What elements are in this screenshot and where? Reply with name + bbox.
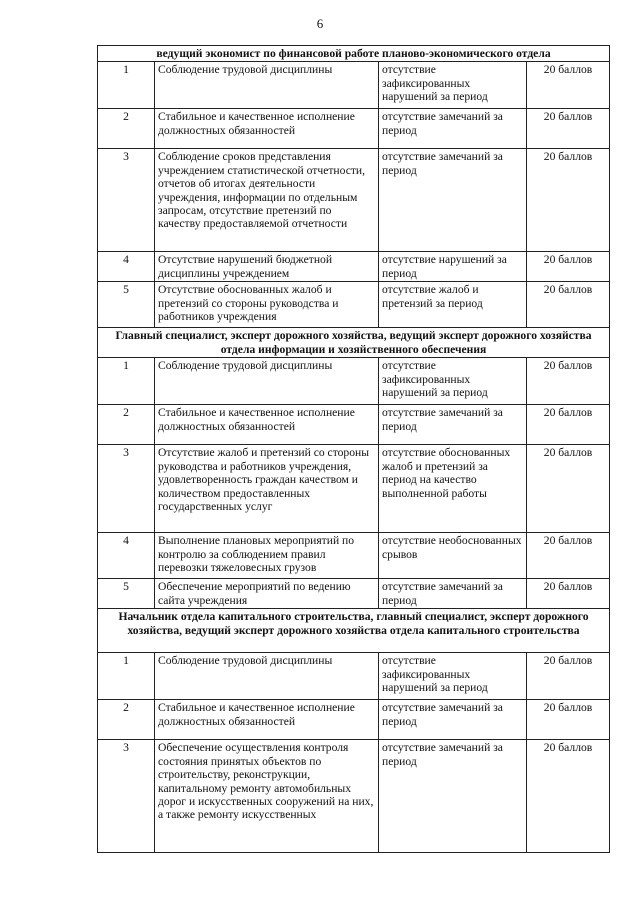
row-number: 1 xyxy=(98,358,155,405)
score-cell: 20 баллов xyxy=(527,282,610,328)
table-row xyxy=(98,405,610,445)
criterion-cell: Соблюдение сроков представления учреждением статистической отчетности, отчетов об итогах деятельности учреждения, информации по отдельным запросам, отсутствие претензий по качеству предоставляемой отчетности xyxy=(155,149,379,252)
criterion-cell: Отсутствие нарушений бюджетной дисциплины учреждением xyxy=(155,252,379,282)
condition-cell: отсутствие замечаний за период xyxy=(379,579,527,609)
row-number: 4 xyxy=(98,252,155,282)
score-cell: 20 баллов xyxy=(527,109,610,149)
criterion-cell: Соблюдение трудовой дисциплины xyxy=(155,653,379,700)
condition-cell: отсутствие замечаний за период xyxy=(379,700,527,740)
row-number: 1 xyxy=(98,653,155,700)
table-row xyxy=(98,109,610,149)
criterion-cell: Соблюдение трудовой дисциплины xyxy=(155,358,379,405)
score-cell: 20 баллов xyxy=(527,445,610,533)
section-title: ведущий экономист по финансовой работе планово-экономического отдела xyxy=(98,46,610,62)
section-title: Начальник отдела капитального строительства, главный специалист, эксперт дорожного хозяйства, ведущий эксперт дорожного хозяйства отдела капитального строительства xyxy=(98,609,610,653)
row-number: 1 xyxy=(98,62,155,109)
row-number: 5 xyxy=(98,579,155,609)
table-row xyxy=(98,149,610,252)
section-title: Главный специалист, эксперт дорожного хозяйства, ведущий эксперт дорожного хозяйства отдела информации и хозяйственного обеспечения xyxy=(98,328,610,358)
score-cell: 20 баллов xyxy=(527,533,610,579)
score-cell: 20 баллов xyxy=(527,653,610,700)
table-row xyxy=(98,282,610,328)
condition-cell: отсутствие зафиксированных нарушений за период xyxy=(379,358,527,405)
condition-cell: отсутствие зафиксированных нарушений за период xyxy=(379,653,527,700)
score-cell: 20 баллов xyxy=(527,405,610,445)
condition-cell: отсутствие нарушений за период xyxy=(379,252,527,282)
condition-cell: отсутствие необоснованных срывов xyxy=(379,533,527,579)
score-cell: 20 баллов xyxy=(527,62,610,109)
row-number: 3 xyxy=(98,740,155,853)
table-row xyxy=(98,62,610,109)
criterion-cell: Отсутствие обоснованных жалоб и претензий со стороны руководства и работников учреждения xyxy=(155,282,379,328)
criterion-cell: Обеспечение осуществления контроля состояния принятых объектов по строительству, реконструкции, капитальному ремонту автомобильных дорог и искусственных сооружений на них, а также ремонту искусственных xyxy=(155,740,379,853)
criterion-cell: Обеспечение мероприятий по ведению сайта учреждения xyxy=(155,579,379,609)
criterion-cell: Соблюдение трудовой дисциплины xyxy=(155,62,379,109)
condition-cell: отсутствие зафиксированных нарушений за период xyxy=(379,62,527,109)
score-cell: 20 баллов xyxy=(527,358,610,405)
row-number: 4 xyxy=(98,533,155,579)
score-cell: 20 баллов xyxy=(527,579,610,609)
criteria-table xyxy=(97,45,610,853)
table-row xyxy=(98,700,610,740)
row-number: 5 xyxy=(98,282,155,328)
table-row xyxy=(98,445,610,533)
row-number: 2 xyxy=(98,109,155,149)
condition-cell: отсутствие замечаний за период xyxy=(379,109,527,149)
condition-cell: отсутствие замечаний за период xyxy=(379,149,527,252)
row-number: 2 xyxy=(98,405,155,445)
section-header-row xyxy=(98,46,610,62)
criterion-cell: Стабильное и качественное исполнение должностных обязанностей xyxy=(155,700,379,740)
table-row xyxy=(98,740,610,853)
criterion-cell: Выполнение плановых мероприятий по контролю за соблюдением правил перевозки тяжеловесных грузов xyxy=(155,533,379,579)
criterion-cell: Стабильное и качественное исполнение должностных обязанностей xyxy=(155,405,379,445)
section-header-row xyxy=(98,328,610,358)
score-cell: 20 баллов xyxy=(527,700,610,740)
table-row xyxy=(98,252,610,282)
criterion-cell: Стабильное и качественное исполнение должностных обязанностей xyxy=(155,109,379,149)
condition-cell: отсутствие жалоб и претензий за период xyxy=(379,282,527,328)
section-header-row xyxy=(98,609,610,653)
row-number: 3 xyxy=(98,149,155,252)
row-number: 2 xyxy=(98,700,155,740)
condition-cell: отсутствие замечаний за период xyxy=(379,740,527,853)
criterion-cell: Отсутствие жалоб и претензий со стороны руководства и работников учреждения, удовлетворенность граждан качеством и количеством предоставленных государственных услуг xyxy=(155,445,379,533)
score-cell: 20 баллов xyxy=(527,252,610,282)
condition-cell: отсутствие обоснованных жалоб и претензий за период на качество выполненной работы xyxy=(379,445,527,533)
condition-cell: отсутствие замечаний за период xyxy=(379,405,527,445)
page-number: 6 xyxy=(316,16,324,31)
row-number: 3 xyxy=(98,445,155,533)
table-row xyxy=(98,358,610,405)
score-cell: 20 баллов xyxy=(527,740,610,853)
table-row xyxy=(98,533,610,579)
table-row xyxy=(98,579,610,609)
table-row xyxy=(98,653,610,700)
score-cell: 20 баллов xyxy=(527,149,610,252)
